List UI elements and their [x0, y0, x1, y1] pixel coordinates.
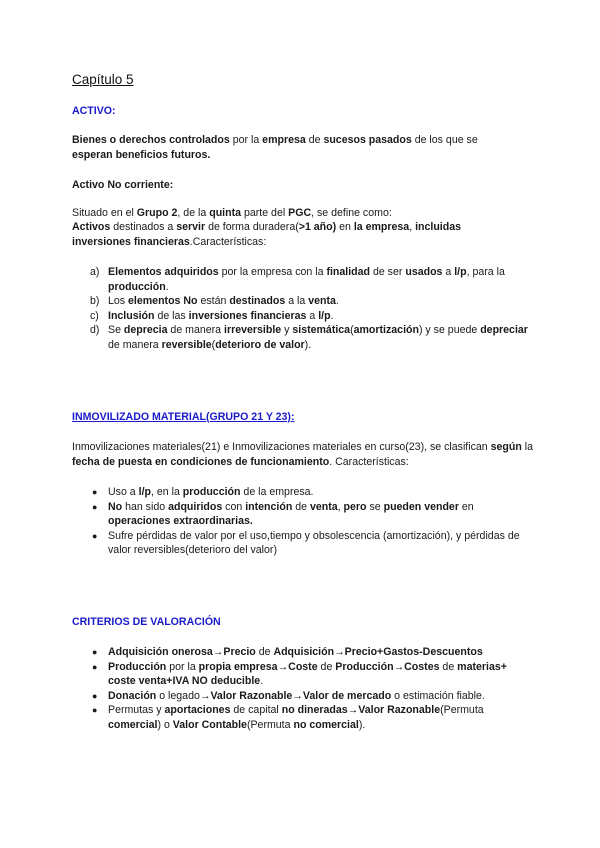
- list-item: [72, 689, 532, 704]
- activo-no-corriente-heading: Activo No corriente:: [72, 179, 174, 191]
- list-item: [72, 309, 532, 324]
- bullet-icon: ●: [92, 487, 98, 497]
- list-item-text: Sufre pérdidas de valor por el uso,tiempo y obsolescencia (amortización), y pérdidas de valor reversibles(deterioro del valor): [108, 529, 520, 557]
- bullet-icon: ●: [92, 705, 98, 716]
- list-item: [72, 703, 532, 732]
- criterios-heading: CRITERIOS DE VALORACIÓN: [72, 616, 221, 628]
- bullet-icon: ●: [92, 647, 98, 657]
- list-marker: d): [90, 324, 100, 337]
- list-item-text: Elementos adquiridos por la empresa con la finalidad de ser usados a l/p, para la producción.: [108, 266, 505, 293]
- list-item: [72, 265, 532, 294]
- list-item-text: Uso a l/p, en la producción de la empresa.: [108, 486, 314, 498]
- list-item: [72, 645, 532, 660]
- list-item: [72, 529, 532, 558]
- list-item-text: Se deprecia de manera irreversible y sistemática(amortización) y se puede depreciar de manera reversible(deterioro de valor).: [108, 324, 528, 351]
- list-marker: b): [90, 295, 100, 308]
- inmovilizado-intro: Inmovilizaciones materiales(21) e Inmovilizaciones materiales en curso(23), se clasifican según la fecha de puesta en condiciones de funcionamiento. Características:: [72, 441, 534, 468]
- activo-definition: Bienes o derechos controlados por la empresa de sucesos pasados de los que se esperan beneficios futuros.: [72, 134, 478, 161]
- list-item-text: Los elementos No están destinados a la venta.: [108, 295, 339, 308]
- inmovilizado-bullets: [72, 485, 532, 558]
- activo-heading: ACTIVO:: [72, 105, 116, 117]
- list-item: [72, 323, 532, 352]
- list-item-text: Producción por la propia empresa→Coste de Producción→Costes de materias+ coste venta+IVA NO deducible.: [108, 660, 507, 688]
- list-item-text: Donación o legado→Valor Razonable→Valor de mercado o estimación fiable.: [108, 689, 485, 702]
- bullet-icon: ●: [92, 690, 98, 701]
- list-item: [72, 485, 532, 500]
- activo-no-corriente-intro: Situado en el Grupo 2, de la quinta parte del PGC, se define como:: [72, 207, 392, 219]
- list-item: [72, 500, 532, 529]
- bullet-icon: ●: [92, 661, 98, 672]
- list-item-text: Permutas y aportaciones de capital no dineradas→Valor Razonable(Permuta comercial) o Valor Contable(Permuta no comercial).: [108, 704, 484, 731]
- activo-no-corriente-definition: Activos destinados a servir de forma duradera(>1 año) en la empresa, incluidas inversiones financieras.Características:: [72, 221, 461, 248]
- criterios-bullets: [72, 645, 532, 733]
- list-item: [72, 660, 532, 689]
- bullet-icon: ●: [92, 501, 98, 512]
- chapter-title: Capítulo 5: [72, 72, 134, 87]
- characteristics-list: [72, 265, 532, 353]
- inmovilizado-heading: INMOVILIZADO MATERIAL(GRUPO 21 Y 23):: [72, 411, 295, 423]
- list-item-text: Adquisición onerosa→Precio de Adquisición→Precio+Gastos-Descuentos: [108, 646, 483, 658]
- list-item-text: Inclusión de las inversiones financieras a l/p.: [108, 309, 334, 322]
- list-marker: c): [90, 309, 99, 322]
- bullet-icon: ●: [92, 530, 98, 541]
- list-item: [72, 294, 532, 309]
- list-marker: a): [90, 266, 100, 278]
- list-item-text: No han sido adquiridos con intención de venta, pero se pueden vender en operaciones extraordinarias.: [108, 500, 474, 528]
